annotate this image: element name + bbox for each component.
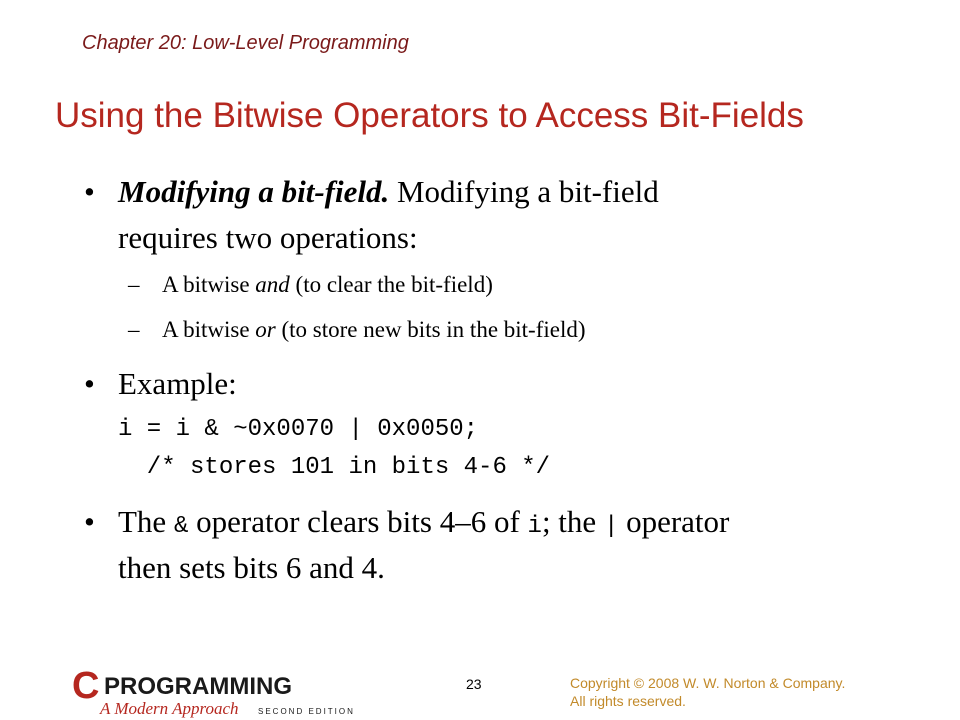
explain-line1 [118,500,729,549]
dash-marker: – [128,272,140,297]
bullet-example [84,362,484,406]
explain-part3: ; the [541,504,604,539]
sub-emphasis: or [255,317,276,342]
explain-part4: operator [618,504,730,539]
logo-edition: SECOND EDITION [258,707,355,716]
logo-letter: C [72,665,100,707]
chapter-heading: Chapter 20: Low-Level Programming [82,32,409,54]
copyright-notice [570,674,845,710]
slide-title: Using the Bitwise Operators to Access Bit-Fields [55,96,804,135]
copyright-line-1: Copyright © 2008 W. W. Norton & Company. [570,675,846,691]
copyright-line-2: All rights reserved. [570,693,686,709]
bullet-marker: • [84,366,95,401]
c-programming-logo [70,664,370,720]
bullet-marker: • [84,504,95,539]
explain-part1: The [118,504,174,539]
sub-post: (to store new bits in the bit-field) [275,317,586,342]
code-or-operator: | [603,513,619,540]
sub-bullet-or [128,317,586,343]
bullet-line1-rest: Modifying a bit-field [389,174,659,209]
code-line-1: i = i & ~0x0070 | 0x0050; [118,416,479,443]
sub-emphasis: and [255,272,290,297]
dash-marker: – [128,317,140,342]
bullet-line2: requires two operations: [118,220,418,255]
sub-bullet-and [128,272,493,298]
sub-post: (to clear the bit-field) [289,272,493,297]
sub-pre: A bitwise [162,272,256,297]
logo-word: PROGRAMMING [104,673,292,700]
logo-subtitle: A Modern Approach [100,699,239,718]
bullet-text [118,170,659,214]
bullet-lead: Modifying a bit-field. [118,174,390,209]
bullet-explain [84,500,924,590]
bullet-modifying [84,170,924,260]
sub-pre: A bitwise [162,317,256,342]
explain-part2: operator clears bits 4–6 of [188,504,528,539]
page-number: 23 [466,676,482,692]
example-label: Example: [118,366,237,401]
code-line-2: /* stores 101 in bits 4-6 */ [118,454,551,481]
explain-line2: then sets bits 6 and 4. [118,550,385,585]
bullet-marker: • [84,174,95,209]
code-variable-i: i [527,513,542,540]
code-and-operator: & [173,513,189,540]
